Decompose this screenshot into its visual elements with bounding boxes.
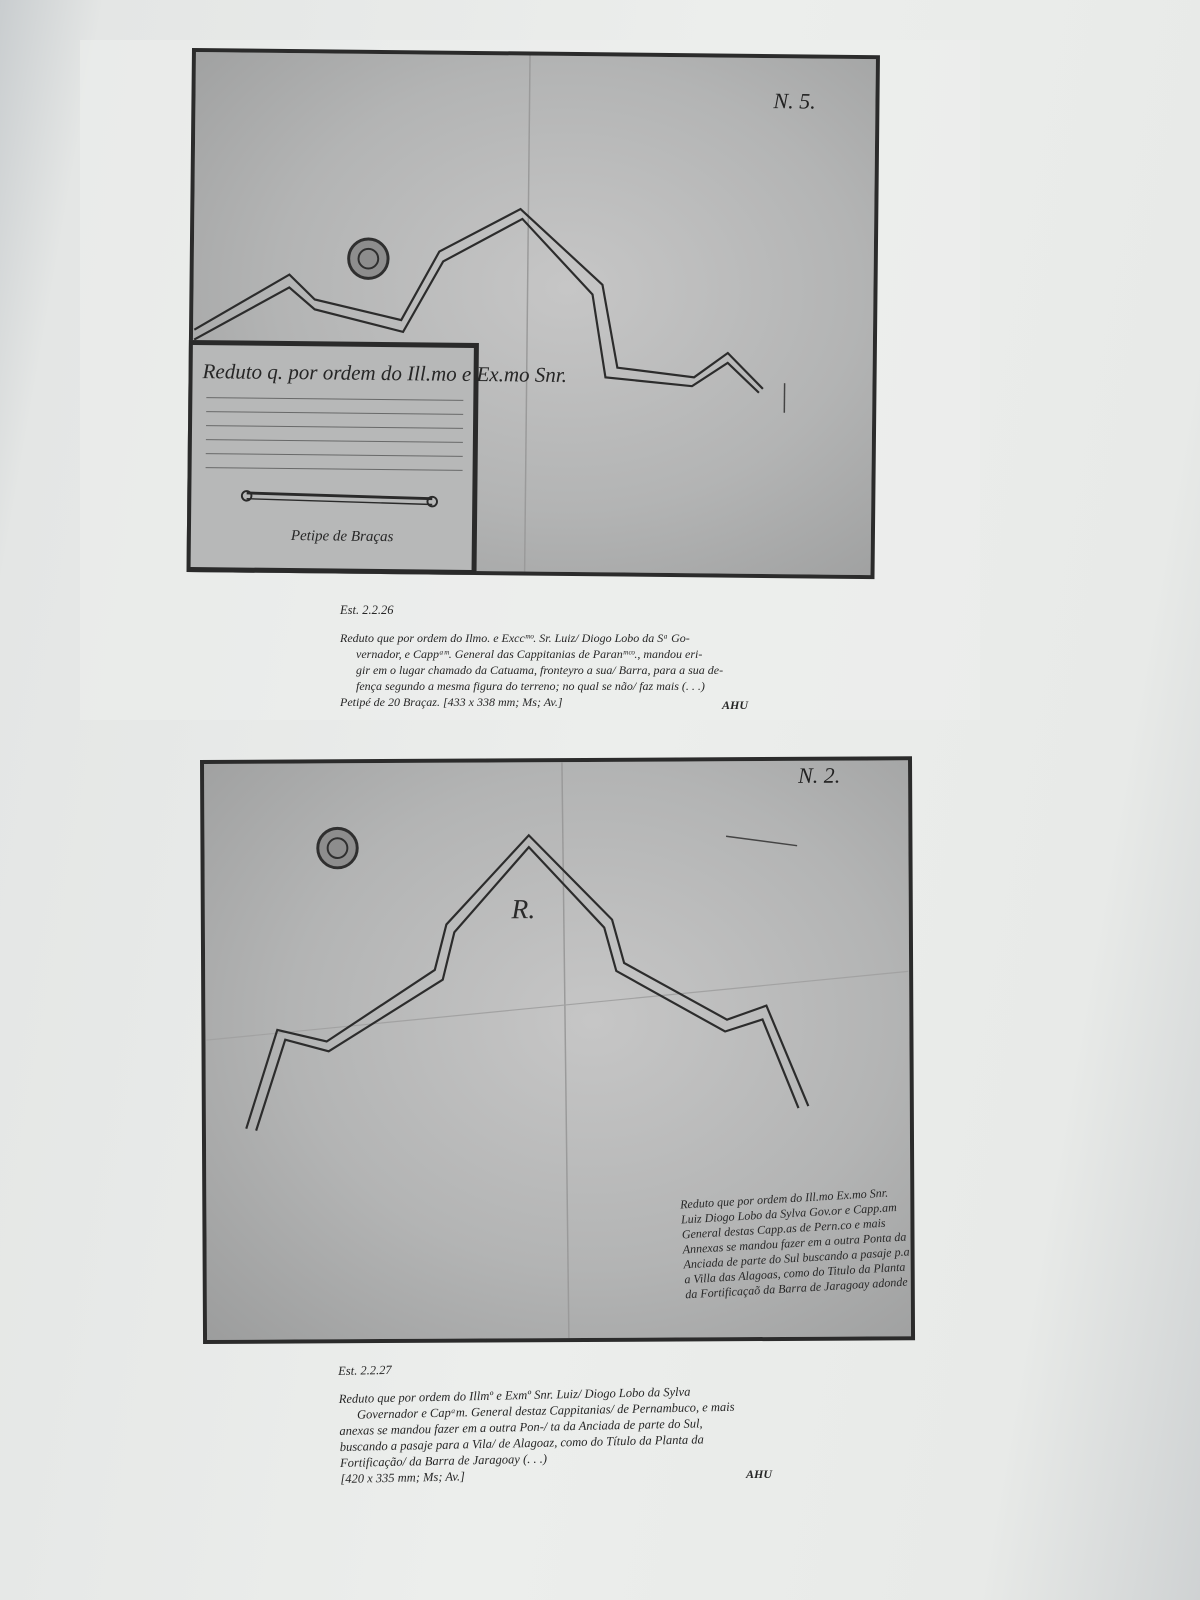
plate-2-caption-text	[339, 1382, 781, 1487]
plate-2-handwritten-title: Reduto que por ordem do Ill.mo Ex.mo Snr. Luiz Diogo Lobo da Sylva Gov.or e Capp.am General destas Capp.as de Pern.co e mais Annexas se mandou fazer em a outra Ponta da Anciada de parte do Sul buscando a pasaje p.a a Villa das Alagoas, como do Titulo da Planta da Fortificaçaõ da Barra de Jaragoay adonde	[679, 1185, 910, 1302]
plate-2-number-mark: N. 2.	[798, 762, 841, 788]
plate-2-source: AHU	[746, 1467, 773, 1481]
caption-line: Reduto que por ordem do Illmº e Exmº Snr. Luiz/ Diogo Lobo da Sylva	[338, 1384, 691, 1406]
plate-1-caption-id: Est. 2.2.26	[340, 603, 394, 617]
plate-2-caption	[338, 1355, 780, 1487]
caption-line: fença segundo a mesma figura do terreno; no qual se não/ faz mais (. . .)	[356, 679, 705, 693]
caption-line: Petipé de 20 Braçaz. [433 x 338 mm; Ms; Av.]	[340, 695, 563, 709]
caption-line: Fortificação/ da Barra de Jaragoay (. . .)	[339, 1451, 548, 1470]
caption-line: Reduto que por ordem do Ilmo. e Exccᵐᵒ. Sr. Luiz/ Diogo Lobo da Sᵃ Go-	[340, 631, 690, 645]
plate-1-map	[187, 48, 880, 579]
plate-1-title-cartouche	[187, 340, 568, 575]
caption-line: anexas se mandou fazer em a outra Pon-/ ta da Anciada de parte do Sul,	[339, 1416, 703, 1438]
plate-1-seal-icon	[348, 239, 388, 279]
caption-line: [420 x 335 mm; Ms; Av.]	[340, 1469, 466, 1486]
caption-line: Governador e Capᵃm. General destaz Cappitanias/ de Pernambuco, e mais	[356, 1399, 735, 1422]
plate-2-caption-id: Est. 2.2.27	[338, 1362, 392, 1378]
caption-line: buscando a pasaje para a Vila/ de Alagoaz, como do Título da Planta da	[339, 1432, 704, 1454]
plate-1-scale-label: Petipe de Braças	[290, 528, 394, 546]
plate-1-caption	[340, 603, 760, 710]
plate-1-caption-text	[340, 630, 760, 710]
plate-1-number-mark: N. 5.	[773, 88, 816, 114]
plate-2-seal-icon	[318, 828, 358, 868]
caption-line: gir em o lugar chamado da Catuama, fronteyro a sua/ Barra, para a sua de-	[356, 663, 724, 677]
caption-line: vernador, e Cappᵃᵐ. General das Cappitanias de Paranᵐᶜᵒ., mandou eri-	[356, 647, 703, 661]
plate-2-map	[200, 756, 915, 1344]
plate-1-handwritten-title: Reduto q. por ordem do Ill.mo e Ex.mo Snr.	[202, 359, 568, 387]
svg-text:R.: R.	[511, 893, 536, 925]
plate-1-source: AHU	[722, 698, 749, 712]
